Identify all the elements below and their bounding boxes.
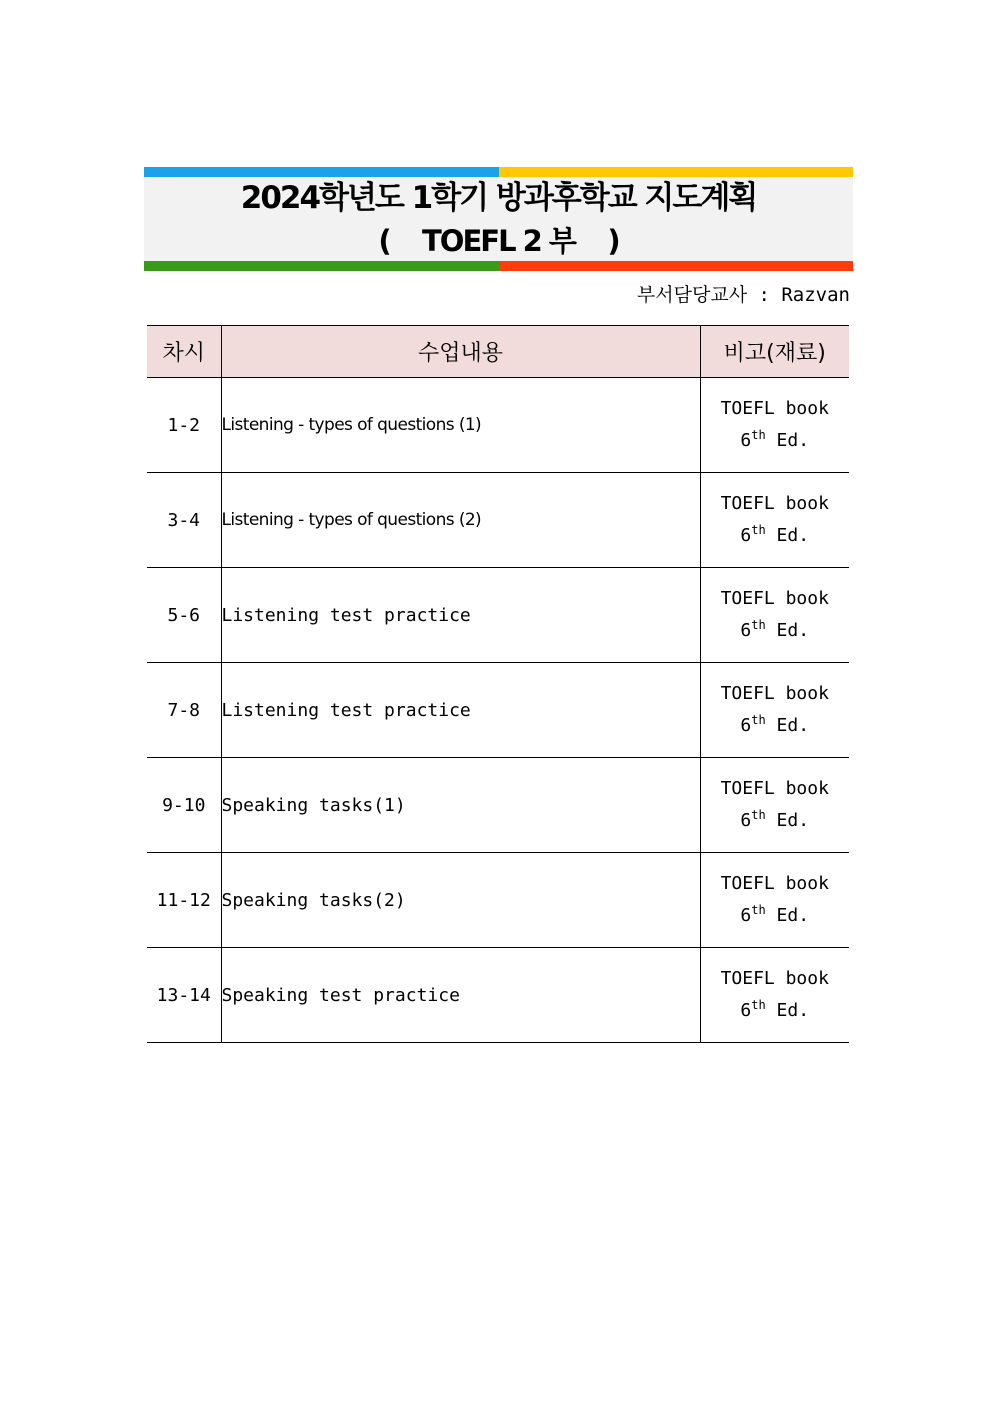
banner-bar-top-left [144,167,499,177]
plan-table [147,325,849,1043]
notes-cell [700,378,849,473]
notes-edition-tail: Ed. [765,430,810,451]
notes-cell [700,568,849,663]
content-cell: Listening test practice [221,663,700,758]
notes-edition-sup: th [751,808,766,822]
notes-edition-num: 6 [740,810,752,831]
session-cell: 1-2 [147,378,221,473]
notes-book: TOEFL book [720,493,829,514]
page-title: 2024학년도 1학기 방과후학교 지도계획 [240,180,757,216]
content-cell: Speaking test practice [221,948,700,1043]
content-cell: Listening test practice [221,568,700,663]
notes-edition-num: 6 [740,1000,752,1021]
notes-edition-tail: Ed. [765,1000,810,1021]
teacher-line: 부서담당교사 : Razvan [636,284,850,306]
table-row [147,568,849,663]
banner-bar-top-right [499,167,853,177]
session-cell: 13-14 [147,948,221,1043]
column-header-notes: 비고(재료) [700,326,849,378]
content-cell: Speaking tasks(2) [221,853,700,948]
content-cell: Listening - types of questions (2) [221,473,700,568]
notes-book: TOEFL book [720,778,829,799]
table-row [147,758,849,853]
column-header-session: 차시 [147,326,221,378]
session-cell: 7-8 [147,663,221,758]
notes-edition-tail: Ed. [765,905,810,926]
session-cell: 3-4 [147,473,221,568]
table-row [147,853,849,948]
notes-edition-num: 6 [740,525,752,546]
notes-edition-tail: Ed. [765,620,810,641]
notes-edition-sup: th [751,998,766,1012]
notes-book: TOEFL book [720,968,829,989]
notes-cell [700,473,849,568]
column-header-content: 수업내용 [221,326,700,378]
notes-edition-sup: th [751,903,766,917]
notes-cell [700,948,849,1043]
session-cell: 5-6 [147,568,221,663]
notes-cell [700,758,849,853]
content-cell: Speaking tasks(1) [221,758,700,853]
banner-bar-bottom-right [499,261,853,271]
notes-edition-num: 6 [740,430,752,451]
session-cell: 11-12 [147,853,221,948]
notes-book: TOEFL book [720,873,829,894]
banner-bar-bottom-left [144,261,499,271]
notes-edition-tail: Ed. [765,525,810,546]
title-banner [144,167,853,271]
notes-book: TOEFL book [720,683,829,704]
page-subtitle: ( TOEFL 2 부 ) [378,224,619,258]
notes-edition-sup: th [751,523,766,537]
notes-edition-sup: th [751,428,766,442]
notes-edition-num: 6 [740,715,752,736]
notes-edition-sup: th [751,713,766,727]
table-row [147,378,849,473]
notes-edition-tail: Ed. [765,715,810,736]
table-row [147,473,849,568]
notes-cell [700,663,849,758]
notes-book: TOEFL book [720,398,829,419]
table-header-row [147,326,849,378]
content-cell: Listening - types of questions (1) [221,378,700,473]
table-row [147,948,849,1043]
notes-edition-sup: th [751,618,766,632]
table-row [147,663,849,758]
notes-cell [700,853,849,948]
notes-edition-num: 6 [740,905,752,926]
notes-edition-tail: Ed. [765,810,810,831]
session-cell: 9-10 [147,758,221,853]
notes-book: TOEFL book [720,588,829,609]
notes-edition-num: 6 [740,620,752,641]
